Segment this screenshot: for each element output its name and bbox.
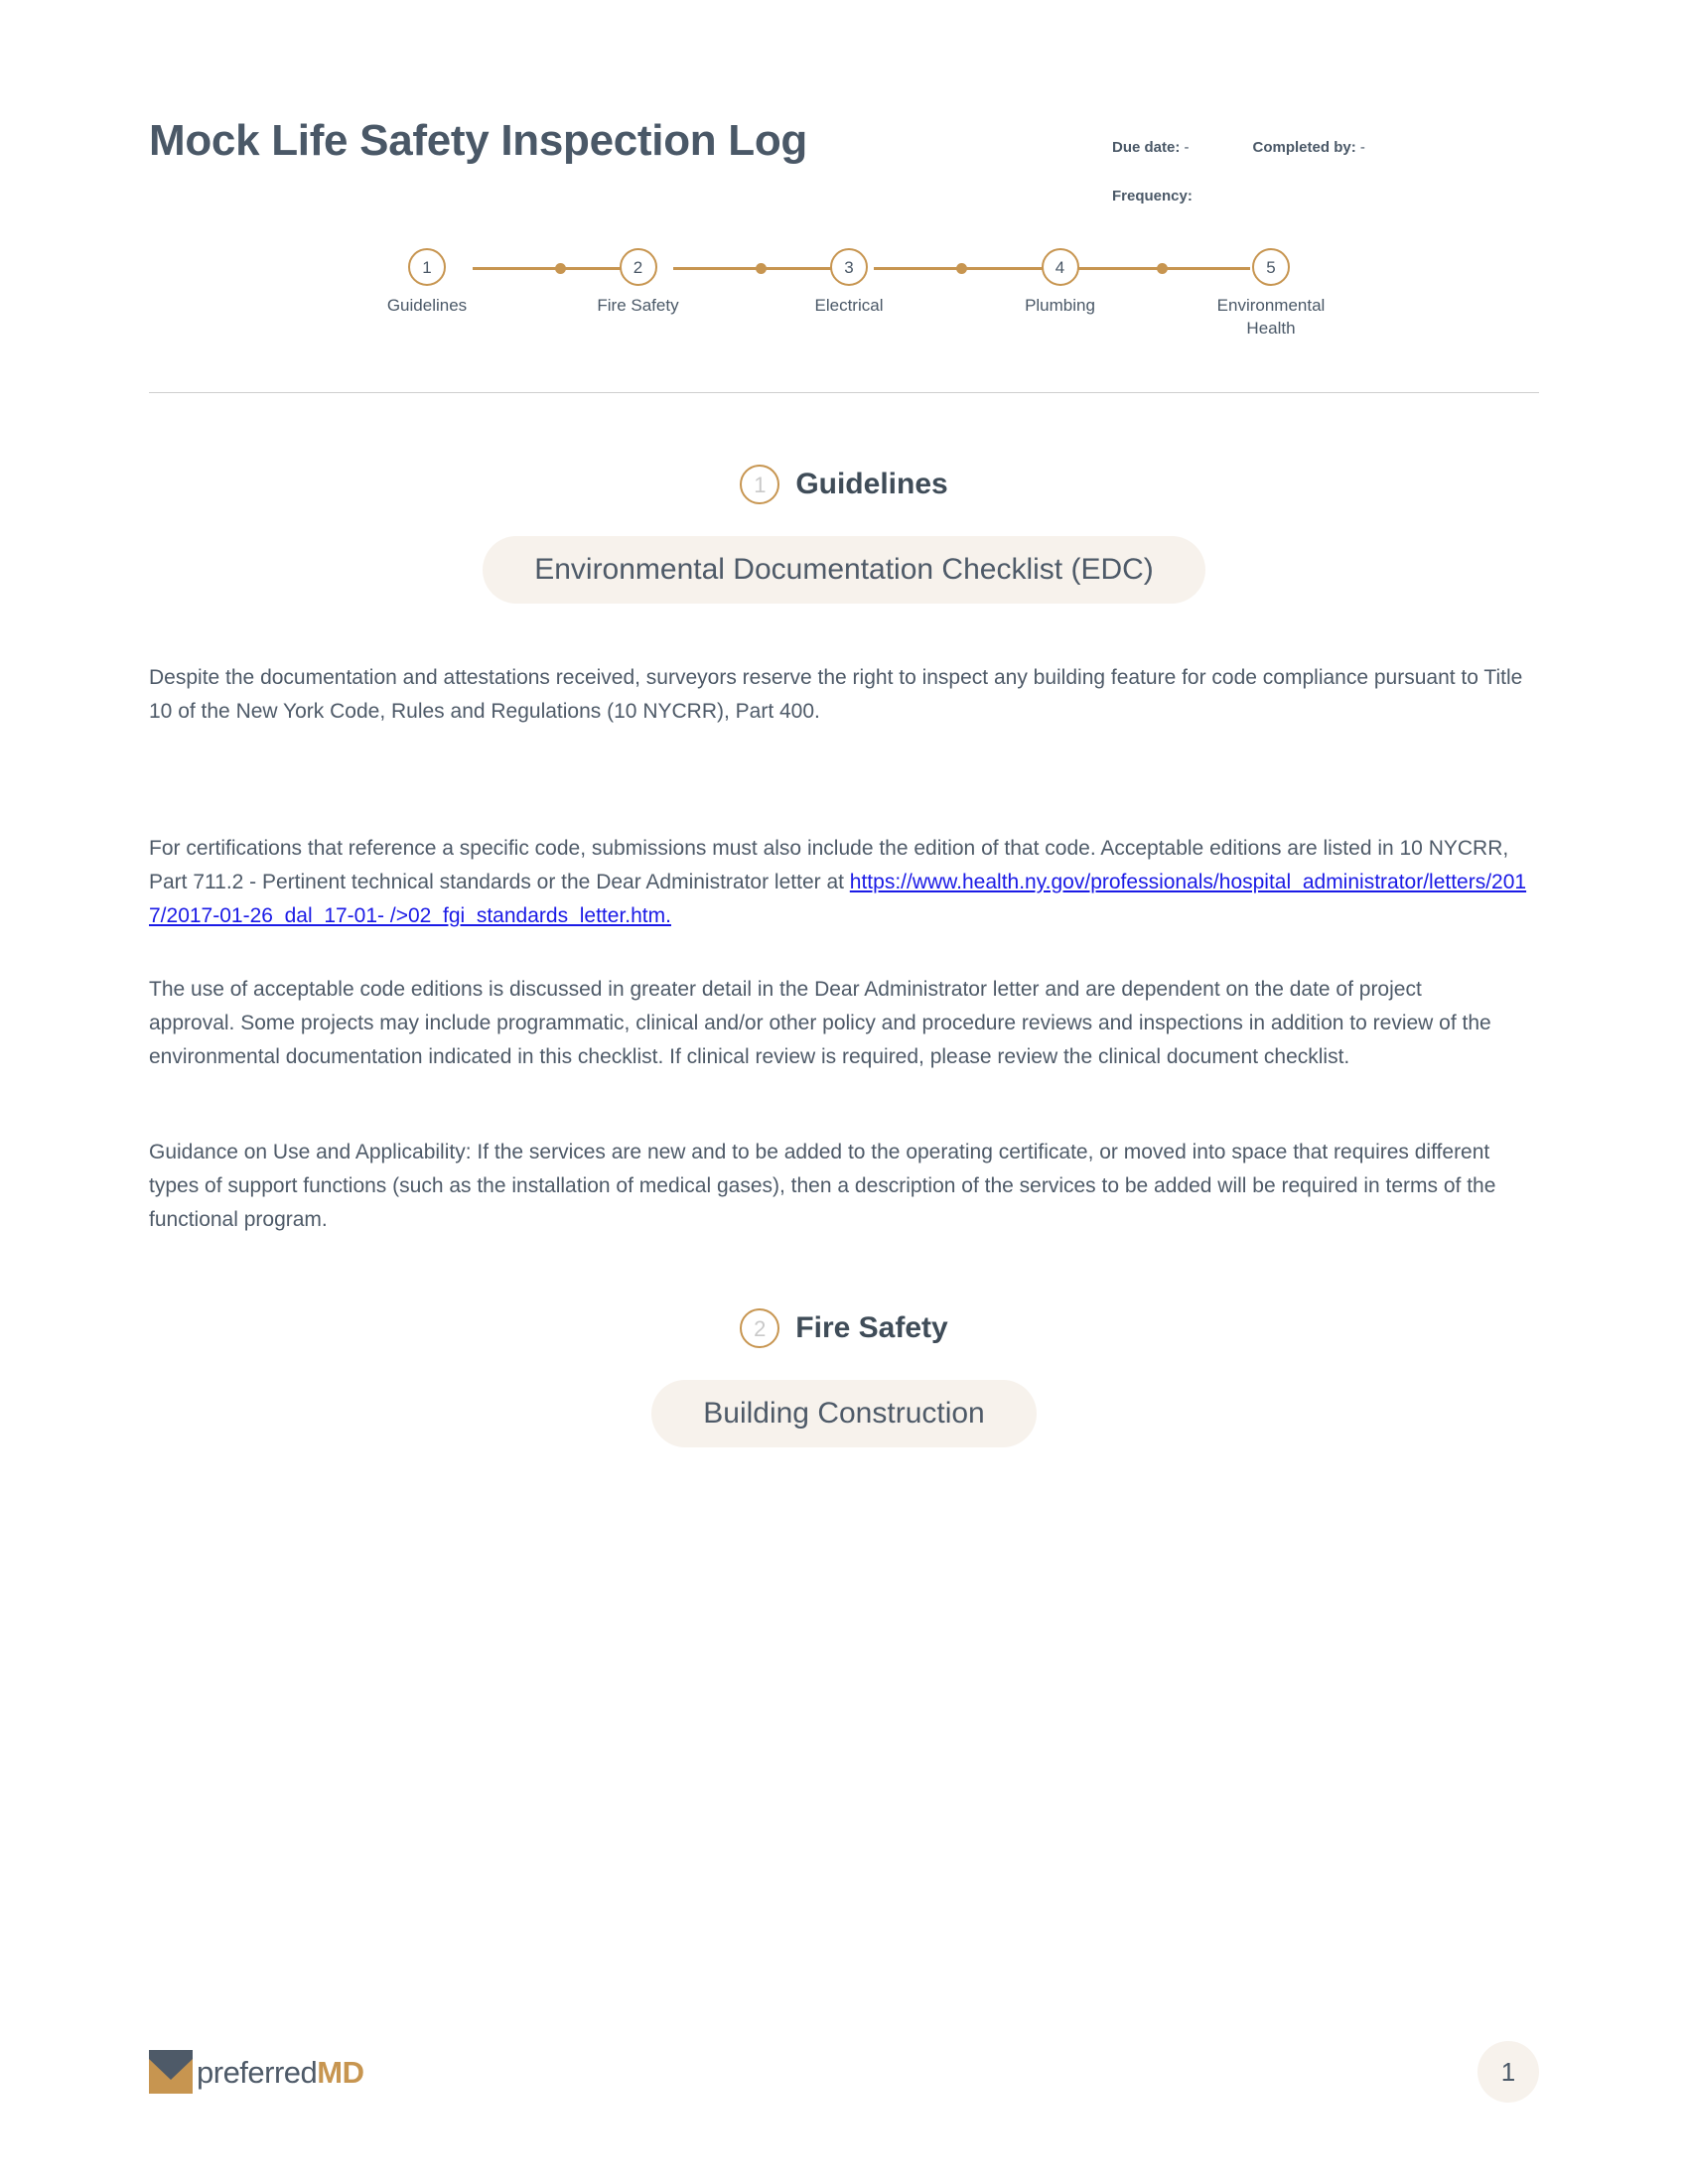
frequency-field (1112, 188, 1193, 205)
stepper-connector-dot (756, 263, 767, 274)
section-number-badge: 1 (740, 465, 779, 504)
paragraph-certifications-text: For certifications that reference a specific code, submissions must also include the edition of that code. Acceptable editions are listed in 10 NYCRR, Part 711.2 - Pertinent technical standards or the Dear Administrator letter at (149, 836, 1509, 893)
logo-wordmark (197, 2054, 364, 2090)
meta-row-primary (1112, 139, 1539, 156)
due-date-value: - (1184, 139, 1190, 156)
stepper-step-label: Guidelines (386, 296, 468, 315)
paragraph-code-editions (149, 973, 1539, 1074)
section-heading-guidelines (149, 465, 1539, 504)
completed-by-label: Completed by: (1252, 139, 1356, 156)
paragraph-code-editions-line2: approval. Some projects may include programmatic, clinical and/or other policy and procedure reviews and inspections in addition to review of the environmental documentation indicated in this checklist. If clinical review is required, please review the clinical document checklist. (149, 1011, 1491, 1068)
stepper-step-number: 4 (1042, 248, 1079, 286)
logo-text-md: MD (317, 2054, 364, 2090)
page-title: Mock Life Safety Inspection Log (149, 116, 808, 165)
document-header (149, 0, 1539, 205)
due-date-label: Due date: (1112, 139, 1181, 156)
stepper-step-plumbing[interactable] (981, 248, 1140, 318)
stepper-step-label: Plumbing (1025, 296, 1095, 315)
stepper-step-number: 5 (1252, 248, 1290, 286)
header-divider (149, 392, 1539, 393)
paragraph-spacer (149, 1074, 1539, 1136)
stepper-step-environmental-health[interactable] (1192, 248, 1350, 341)
paragraph-code-editions-line1: The use of acceptable code editions is discussed in greater detail in the Dear Administrator letter and are dependent on the date of project (149, 977, 1422, 1001)
section-number-badge: 2 (740, 1308, 779, 1348)
due-date-field (1112, 139, 1190, 156)
paragraph-spacer (149, 770, 1539, 832)
stepper-step-fire-safety[interactable] (559, 248, 718, 318)
stepper-step-electrical[interactable] (770, 248, 928, 318)
section-subtitle-pill-building-construction: Building Construction (651, 1380, 1037, 1447)
frequency-label: Frequency: (1112, 188, 1193, 205)
stepper-step-label: Fire Safety (597, 296, 679, 315)
stepper-step-number: 1 (408, 248, 446, 286)
section-title: Guidelines (795, 467, 948, 500)
stepper-step-number: 3 (830, 248, 868, 286)
completed-by-field (1253, 139, 1365, 156)
preferredmd-logo (149, 2050, 364, 2094)
paragraph-despite-documentation: Despite the documentation and attestations received, surveyors reserve the right to inspect any building feature for code compliance pursuant to Title 10 of the New York Code, Rules and Regulations (10 NYCRR), Part 400. (149, 665, 1523, 723)
section-subtitle-pill-edc: Environmental Documentation Checklist (EDC) (483, 536, 1205, 604)
section-body-guidelines (149, 661, 1539, 1237)
dear-administrator-letter-link[interactable]: https://www.health.ny.gov/professionals/hospital_administrator/letters/2017/2017-01-26_dal_17-01- />02_fgi_standards_letter.htm. (149, 870, 1527, 927)
logo-text-preferred: preferred (197, 2054, 318, 2090)
paragraph-certifications (149, 832, 1539, 933)
section-heading-fire-safety (149, 1308, 1539, 1348)
stepper-connector-dot (1157, 263, 1168, 274)
stepper-connector-dot (956, 263, 967, 274)
page-number-badge: 1 (1477, 2041, 1539, 2103)
stepper-step-label: Environmental Health (1216, 296, 1326, 338)
document-footer (149, 2041, 1539, 2103)
progress-stepper-wrap (149, 248, 1539, 341)
envelope-checkmark-icon (149, 2050, 193, 2094)
completed-by-value: - (1359, 139, 1365, 156)
document-meta (1112, 117, 1539, 205)
section-title: Fire Safety (795, 1311, 948, 1345)
paragraph-spacer (149, 933, 1539, 973)
stepper-step-guidelines[interactable] (348, 248, 506, 318)
progress-stepper (348, 248, 1350, 341)
meta-row-secondary (1112, 188, 1539, 205)
paragraph-guidance-on-use: Guidance on Use and Applicability: If the services are new and to be added to the operating certificate, or moved into space that requires different types of support functions (such as the installation of medical gases), then a description of the services to be added will be required in terms of the functional program. (149, 1141, 1496, 1232)
stepper-step-number: 2 (620, 248, 657, 286)
stepper-step-label: Electrical (814, 296, 884, 315)
